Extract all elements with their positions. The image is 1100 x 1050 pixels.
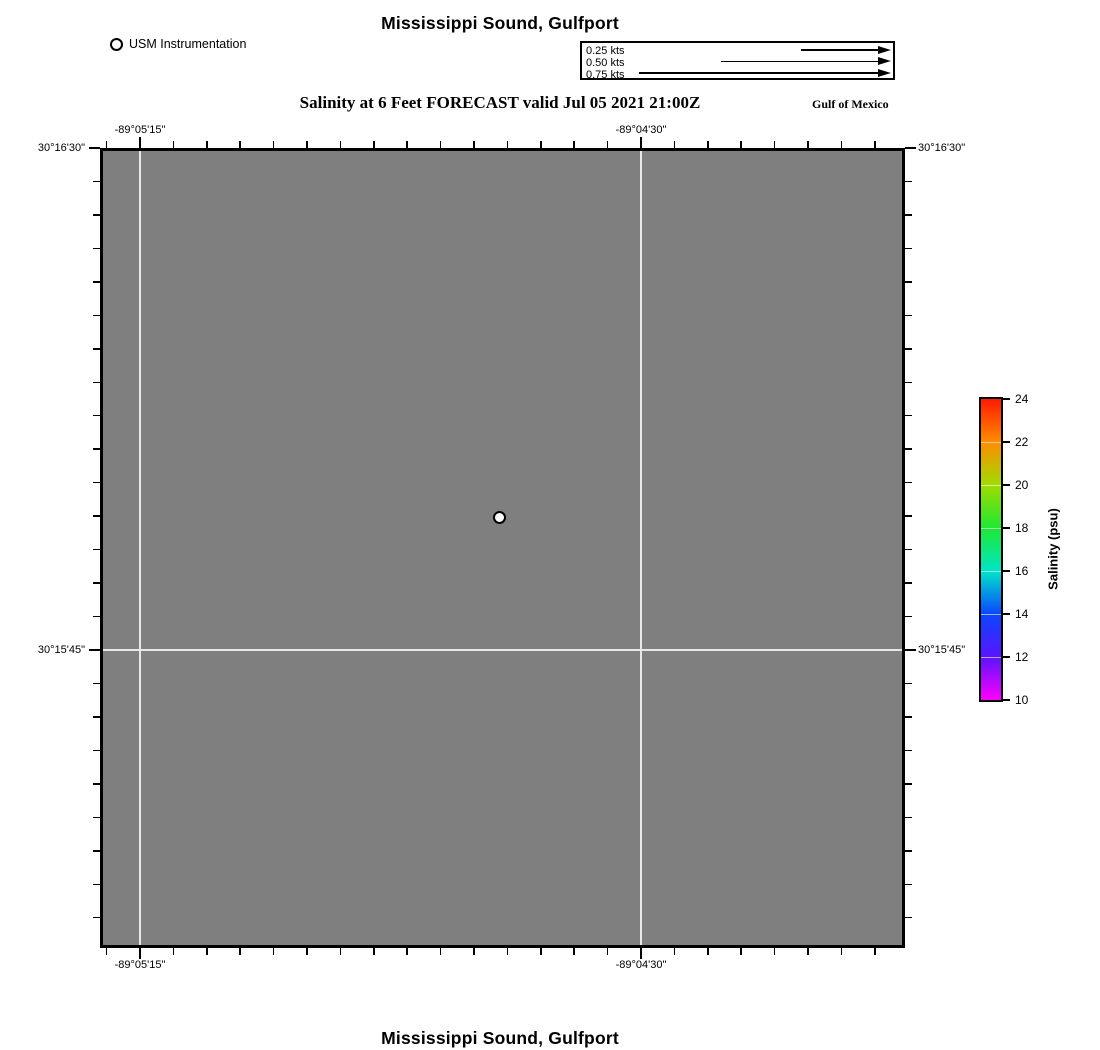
velocity-arrow-head-icon-1 xyxy=(878,57,891,65)
colorbar-tick-label: 18 xyxy=(1015,521,1029,535)
y-minor-tick xyxy=(93,817,100,819)
x-minor-tick xyxy=(473,948,475,955)
x-minor-tick xyxy=(874,141,876,148)
y-major-tick xyxy=(905,649,916,651)
x-major-tick xyxy=(640,948,642,959)
x-minor-tick xyxy=(740,141,742,148)
y-minor-tick xyxy=(905,482,912,484)
y-minor-tick xyxy=(93,248,100,250)
y-minor-tick xyxy=(93,549,100,551)
colorbar-tick-label: 10 xyxy=(1015,693,1029,707)
y-minor-tick xyxy=(93,181,100,183)
x-minor-tick xyxy=(239,948,241,955)
x-tick-label-bottom-0: -89°05'15" xyxy=(114,959,166,971)
y-minor-tick xyxy=(93,214,100,216)
colorbar-title: Salinity (psu) xyxy=(1045,508,1061,590)
x-minor-tick xyxy=(507,948,509,955)
y-minor-tick xyxy=(93,582,100,584)
figure-title-top: Mississippi Sound, Gulfport xyxy=(381,13,619,33)
y-minor-tick xyxy=(93,415,100,417)
y-minor-tick xyxy=(905,448,912,450)
station-marker xyxy=(493,511,506,524)
gridline-longitude-1 xyxy=(139,151,141,945)
station-legend-label: USM Instrumentation xyxy=(129,37,247,51)
y-minor-tick xyxy=(93,783,100,785)
colorbar-tick xyxy=(1003,656,1010,658)
y-minor-tick xyxy=(905,415,912,417)
velocity-label-050: 0.50 kts xyxy=(586,57,625,69)
velocity-arrow-head-icon-2 xyxy=(878,69,891,77)
colorbar-inner-line xyxy=(981,614,1001,615)
y-minor-tick xyxy=(905,817,912,819)
y-minor-tick xyxy=(93,482,100,484)
y-minor-tick xyxy=(93,515,100,517)
x-minor-tick xyxy=(406,141,408,148)
x-minor-tick xyxy=(573,948,575,955)
gridline-latitude-1 xyxy=(103,649,902,651)
y-minor-tick xyxy=(93,917,100,919)
y-tick-label-right-0: 30°16'30" xyxy=(918,142,966,154)
x-minor-tick xyxy=(440,141,442,148)
y-major-tick xyxy=(89,147,100,149)
y-minor-tick xyxy=(905,850,912,852)
x-minor-tick xyxy=(740,948,742,955)
y-minor-tick xyxy=(905,348,912,350)
colorbar-tick-label: 22 xyxy=(1015,435,1029,449)
y-minor-tick xyxy=(905,917,912,919)
x-minor-tick xyxy=(707,141,709,148)
y-minor-tick xyxy=(905,616,912,618)
y-minor-tick xyxy=(905,382,912,384)
colorbar-inner-line xyxy=(981,571,1001,572)
x-minor-tick xyxy=(106,141,108,148)
colorbar-inner-line xyxy=(981,528,1001,529)
colorbar-tick xyxy=(1003,699,1010,701)
colorbar-tick-label: 12 xyxy=(1015,650,1029,664)
y-major-tick xyxy=(905,147,916,149)
y-minor-tick xyxy=(93,683,100,685)
y-minor-tick xyxy=(93,884,100,886)
y-minor-tick xyxy=(93,281,100,283)
figure-title-bottom: Mississippi Sound, Gulfport xyxy=(381,1028,619,1048)
x-minor-tick xyxy=(674,141,676,148)
y-minor-tick xyxy=(905,750,912,752)
x-minor-tick xyxy=(807,948,809,955)
x-tick-label-top-0: -89°05'15" xyxy=(114,124,166,136)
x-minor-tick xyxy=(540,141,542,148)
x-minor-tick xyxy=(406,948,408,955)
velocity-arrow-line-0 xyxy=(801,49,880,51)
x-minor-tick xyxy=(373,948,375,955)
colorbar-tick xyxy=(1003,398,1010,400)
velocity-arrow-head-icon-0 xyxy=(878,46,891,54)
x-minor-tick xyxy=(507,141,509,148)
y-major-tick xyxy=(89,649,100,651)
colorbar-tick-label: 16 xyxy=(1015,564,1029,578)
x-minor-tick xyxy=(340,948,342,955)
y-minor-tick xyxy=(93,850,100,852)
y-tick-label-right-1: 30°15'45" xyxy=(918,644,966,656)
colorbar-tick xyxy=(1003,570,1010,572)
velocity-label-075: 0.75 kts xyxy=(586,69,625,81)
x-tick-label-top-1: -89°04'30" xyxy=(615,124,667,136)
x-minor-tick xyxy=(540,948,542,955)
velocity-arrow-line-1 xyxy=(721,61,880,63)
station-circle-icon xyxy=(110,38,123,51)
x-minor-tick xyxy=(807,141,809,148)
x-minor-tick xyxy=(774,141,776,148)
x-minor-tick xyxy=(440,948,442,955)
colorbar-tick xyxy=(1003,527,1010,529)
x-minor-tick xyxy=(841,948,843,955)
colorbar-inner-line xyxy=(981,442,1001,443)
x-minor-tick xyxy=(841,141,843,148)
x-minor-tick xyxy=(239,141,241,148)
x-major-tick xyxy=(139,137,141,148)
y-minor-tick xyxy=(905,181,912,183)
y-minor-tick xyxy=(905,549,912,551)
colorbar-tick-label: 14 xyxy=(1015,607,1029,621)
velocity-label-025: 0.25 kts xyxy=(586,45,625,57)
x-major-tick xyxy=(640,137,642,148)
y-minor-tick xyxy=(905,783,912,785)
colorbar-inner-line xyxy=(981,657,1001,658)
x-minor-tick xyxy=(306,948,308,955)
y-minor-tick xyxy=(905,582,912,584)
y-tick-label-left-1: 30°15'45" xyxy=(37,644,85,656)
y-minor-tick xyxy=(93,382,100,384)
colorbar-tick xyxy=(1003,441,1010,443)
x-minor-tick xyxy=(573,141,575,148)
x-minor-tick xyxy=(607,948,609,955)
x-minor-tick xyxy=(206,141,208,148)
velocity-arrow-line-2 xyxy=(639,72,880,74)
station-legend xyxy=(110,36,246,52)
x-major-tick xyxy=(139,948,141,959)
x-minor-tick xyxy=(106,948,108,955)
y-minor-tick xyxy=(93,616,100,618)
gridline-longitude-2 xyxy=(640,151,642,945)
colorbar-tick xyxy=(1003,613,1010,615)
y-minor-tick xyxy=(905,884,912,886)
colorbar-tick xyxy=(1003,484,1010,486)
velocity-scale-box xyxy=(580,41,895,80)
y-minor-tick xyxy=(905,683,912,685)
x-minor-tick xyxy=(206,948,208,955)
colorbar-inner-line xyxy=(981,485,1001,486)
y-minor-tick xyxy=(93,348,100,350)
y-minor-tick xyxy=(93,750,100,752)
x-minor-tick xyxy=(607,141,609,148)
x-minor-tick xyxy=(340,141,342,148)
colorbar-tick-label: 20 xyxy=(1015,478,1029,492)
y-minor-tick xyxy=(93,315,100,317)
x-minor-tick xyxy=(373,141,375,148)
y-minor-tick xyxy=(905,716,912,718)
x-minor-tick xyxy=(273,141,275,148)
x-minor-tick xyxy=(173,141,175,148)
x-minor-tick xyxy=(173,948,175,955)
y-minor-tick xyxy=(93,716,100,718)
figure-subtitle: Salinity at 6 Feet FORECAST valid Jul 05 2021 21:00Z xyxy=(299,93,701,112)
x-minor-tick xyxy=(306,141,308,148)
basin-label: Gulf of Mexico xyxy=(812,97,889,111)
x-minor-tick xyxy=(674,948,676,955)
map-canvas xyxy=(100,148,905,948)
y-minor-tick xyxy=(905,214,912,216)
x-minor-tick xyxy=(874,948,876,955)
colorbar-tick-label: 24 xyxy=(1015,392,1029,406)
x-minor-tick xyxy=(707,948,709,955)
y-tick-label-left-0: 30°16'30" xyxy=(37,142,85,154)
y-minor-tick xyxy=(905,248,912,250)
x-minor-tick xyxy=(473,141,475,148)
y-minor-tick xyxy=(905,281,912,283)
x-minor-tick xyxy=(273,948,275,955)
y-minor-tick xyxy=(905,515,912,517)
x-minor-tick xyxy=(774,948,776,955)
y-minor-tick xyxy=(93,448,100,450)
y-minor-tick xyxy=(905,315,912,317)
x-tick-label-bottom-1: -89°04'30" xyxy=(615,959,667,971)
